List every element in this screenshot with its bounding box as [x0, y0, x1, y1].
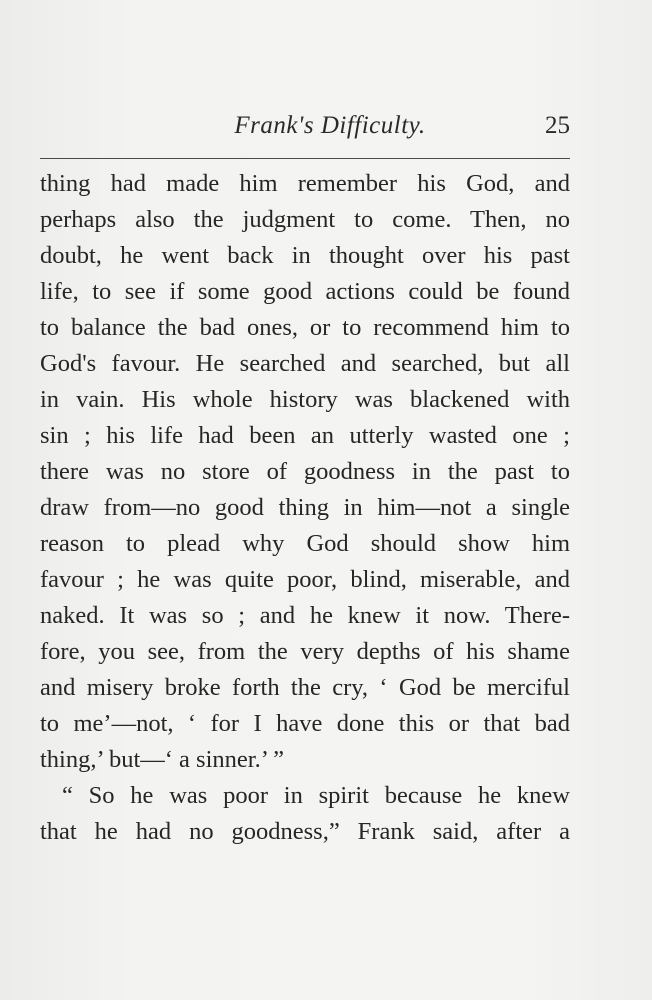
- text-line: perhaps also the judgment to come. Then, no: [40, 206, 570, 233]
- text-line: fore, you see, from the very depths of his shame: [40, 638, 570, 665]
- text-line: God's favour. He searched and searched, but all: [40, 350, 570, 377]
- text-line: thing had made him remember his God, and: [40, 170, 570, 197]
- running-head: [40, 112, 570, 152]
- text-line: draw from—no good thing in him—not a single: [40, 494, 570, 521]
- text-line: that he had no goodness,” Frank said, after a: [40, 818, 570, 845]
- body-text: [40, 166, 570, 850]
- text-line: favour ; he was quite poor, blind, miserable, and: [40, 566, 570, 593]
- text-line: there was no store of goodness in the past to: [40, 458, 570, 485]
- text-line: doubt, he went back in thought over his past: [40, 242, 570, 269]
- text-line: to me’—not, ‘ for I have done this or that bad: [40, 710, 570, 737]
- text-line: in vain. His whole history was blackened with: [40, 386, 570, 413]
- text-line: sin ; his life had been an utterly wasted one ;: [40, 422, 570, 449]
- text-line: naked. It was so ; and he knew it now. There-: [40, 602, 570, 629]
- header-rule: [40, 158, 570, 159]
- text-line: and misery broke forth the cry, ‘ God be merciful: [40, 674, 570, 701]
- text-line: reason to plead why God should show him: [40, 530, 570, 557]
- text-line: thing,’ but—‘ a sinner.’ ”: [40, 746, 285, 773]
- running-title: Frank's Difficulty.: [234, 112, 426, 139]
- text-line: to balance the bad ones, or to recommend him to: [40, 314, 570, 341]
- page-number: 25: [545, 112, 570, 139]
- text-line: “ So he was poor in spirit because he knew: [62, 782, 570, 809]
- text-line: life, to see if some good actions could be found: [40, 278, 570, 305]
